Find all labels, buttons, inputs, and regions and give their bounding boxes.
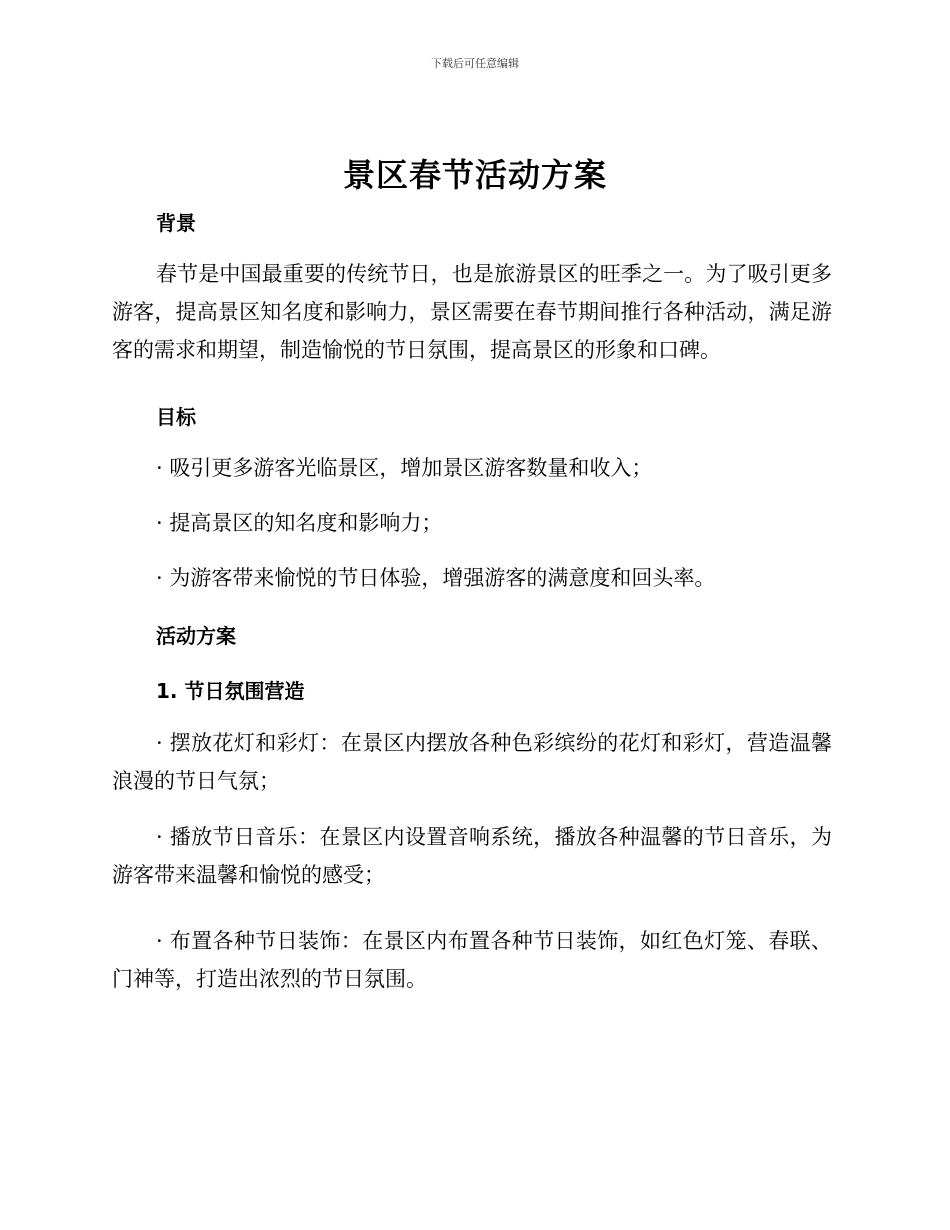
plan-item: · 摆放花灯和彩灯：在景区内摆放各种色彩缤纷的花灯和彩灯，营造温馨浪漫的节日气氛；	[112, 731, 832, 793]
goal-item: · 吸引更多游客光临景区，增加景区游客数量和收入；	[156, 456, 653, 480]
section-heading-plan: 活动方案	[156, 624, 236, 648]
section-heading-background: 背景	[156, 211, 196, 235]
goal-item: · 为游客带来愉悦的节日体验，增强游客的满意度和回头率。	[156, 566, 716, 590]
subsection-heading-atmosphere: 1. 节日氛围营造	[156, 679, 305, 703]
document-title: 景区春节活动方案	[342, 156, 607, 194]
plan-item: · 布置各种节日装饰：在景区内布置各种节日装饰，如红色灯笼、春联、门神等，打造出浓烈的节日氛围。	[112, 929, 832, 991]
section-heading-goals: 目标	[156, 405, 196, 429]
header-note: 下载后可任意编辑	[431, 57, 519, 70]
plan-item: · 播放节日音乐：在景区内设置音响系统，播放各种温馨的节日音乐，为游客带来温馨和愉悦的感受；	[112, 825, 832, 887]
goal-item: · 提高景区的知名度和影响力；	[156, 511, 443, 535]
background-paragraph: 春节是中国最重要的传统节日，也是旅游景区的旺季之一。为了吸引更多游客，提高景区知名度和影响力，景区需要在春节期间推行各种活动，满足游客的需求和期望，制造愉悦的节日氛围，提高景区的形象和口碑。	[112, 262, 832, 362]
